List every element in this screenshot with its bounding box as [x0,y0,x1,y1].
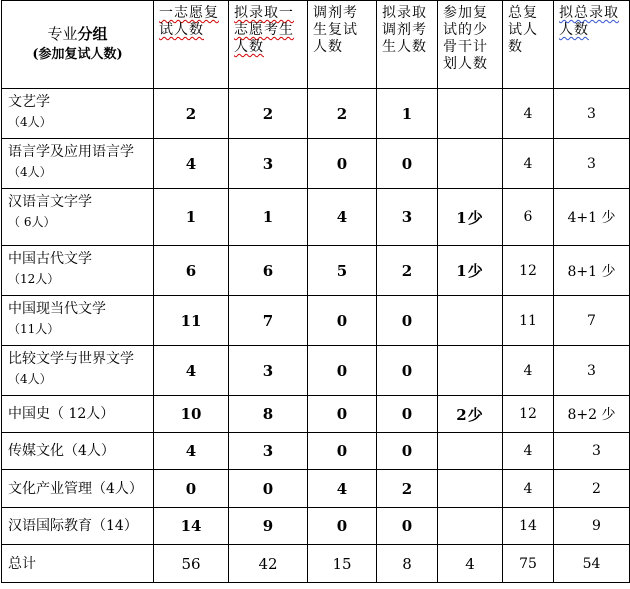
cell-c2: 8 [229,396,308,433]
table-row [2,508,630,545]
col-header-total-admit: 拟总录取人数 [554,1,630,89]
total-c7: 54 [554,545,630,583]
total-row [2,545,630,583]
table-row [2,89,630,139]
total-c4: 8 [377,545,438,583]
cell-c1: 11 [154,296,229,346]
row-name: 中国现当代文学 （11人） [2,296,154,346]
cell-c4: 0 [377,508,438,545]
total-c5: 4 [438,545,503,583]
table-row [2,470,630,508]
table-row [2,246,630,296]
row-name: 汉语国际教育（14） [2,508,154,545]
cell-c5: 1少 [438,189,503,246]
cell-c7: 3 [554,346,630,396]
cell-c5 [438,89,503,139]
cell-c1: 2 [154,89,229,139]
cell-c6: 4 [503,346,554,396]
row-name: 中国古代文学 （12人） [2,246,154,296]
cell-c2: 9 [229,508,308,545]
cell-c6: 6 [503,189,554,246]
cell-c5 [438,139,503,189]
col-header-admit-transfer: 拟录取调剂考生人数 [377,1,438,89]
total-label: 总计 [2,545,154,583]
cell-c3: 0 [308,296,377,346]
cell-c6: 12 [503,396,554,433]
row-name: 文艺学 （4人） [2,89,154,139]
cell-c6: 4 [503,89,554,139]
cell-c5: 2少 [438,396,503,433]
cell-c5 [438,296,503,346]
cell-c2: 0 [229,470,308,508]
cell-c3: 0 [308,508,377,545]
cell-c2: 3 [229,346,308,396]
cell-c7: 3 [554,139,630,189]
table-row [2,396,630,433]
cell-c2: 1 [229,189,308,246]
col-header-total-interview: 总复试人数 [503,1,554,89]
row-name: 中国史（ 12人） [2,396,154,433]
cell-c5 [438,508,503,545]
cell-c6: 14 [503,508,554,545]
cell-c1: 6 [154,246,229,296]
cell-c7: 2 [554,470,630,508]
cell-c3: 4 [308,470,377,508]
row-name: 比较文学与世界文学 （4人） [2,346,154,396]
cell-c3: 0 [308,396,377,433]
cell-c1: 0 [154,470,229,508]
cell-c6: 4 [503,139,554,189]
cell-c6: 4 [503,470,554,508]
cell-c7: 8+1 少 [554,246,630,296]
cell-c4: 0 [377,433,438,470]
cell-c4: 1 [377,89,438,139]
cell-c2: 3 [229,139,308,189]
cell-c7: 4+1 少 [554,189,630,246]
cell-c7: 3 [554,433,630,470]
cell-c4: 2 [377,246,438,296]
cell-c7: 7 [554,296,630,346]
cell-c2: 2 [229,89,308,139]
col-header-transfer: 调剂考生复试人数 [308,1,377,89]
cell-c1: 4 [154,433,229,470]
cell-c7: 9 [554,508,630,545]
col-header-minority-plan: 参加复试的少骨干计划人数 [438,1,503,89]
cell-c2: 7 [229,296,308,346]
table-row [2,346,630,396]
group-header [2,1,154,89]
cell-c4: 0 [377,396,438,433]
row-name: 汉语言文字学 （ 6人） [2,189,154,246]
cell-c4: 0 [377,296,438,346]
cell-c6: 11 [503,296,554,346]
cell-c1: 10 [154,396,229,433]
cell-c4: 0 [377,139,438,189]
table-row [2,433,630,470]
table-row [2,139,630,189]
total-c6: 75 [503,545,554,583]
cell-c6: 12 [503,246,554,296]
total-c1: 56 [154,545,229,583]
cell-c3: 2 [308,89,377,139]
cell-c3: 0 [308,139,377,189]
table-row [2,189,630,246]
cell-c5 [438,346,503,396]
group-header-sub: (参加复试人数) [32,47,123,62]
admission-table [1,0,630,583]
cell-c1: 1 [154,189,229,246]
cell-c1: 4 [154,346,229,396]
cell-c6: 4 [503,433,554,470]
total-c2: 42 [229,545,308,583]
cell-c4: 3 [377,189,438,246]
cell-c5: 1少 [438,246,503,296]
cell-c3: 4 [308,189,377,246]
group-header-label-b: 分组 [77,25,108,43]
cell-c1: 14 [154,508,229,545]
cell-c5 [438,433,503,470]
cell-c3: 0 [308,346,377,396]
header-row [2,1,630,89]
total-c3: 15 [308,545,377,583]
table-row [2,296,630,346]
cell-c4: 0 [377,346,438,396]
cell-c1: 4 [154,139,229,189]
row-name: 文化产业管理（4人） [2,470,154,508]
col-header-admit-first-choice: 拟录取一志愿考生人数 [229,1,308,89]
cell-c3: 0 [308,433,377,470]
row-name: 传媒文化（4人） [2,433,154,470]
cell-c2: 6 [229,246,308,296]
cell-c4: 2 [377,470,438,508]
cell-c7: 3 [554,89,630,139]
cell-c3: 5 [308,246,377,296]
cell-c5 [438,470,503,508]
row-name: 语言学及应用语言学 （4人） [2,139,154,189]
cell-c7: 8+2 少 [554,396,630,433]
group-header-label-a: 专业 [47,25,78,43]
cell-c2: 3 [229,433,308,470]
col-header-first-choice: 一志愿复试人数 [154,1,229,89]
